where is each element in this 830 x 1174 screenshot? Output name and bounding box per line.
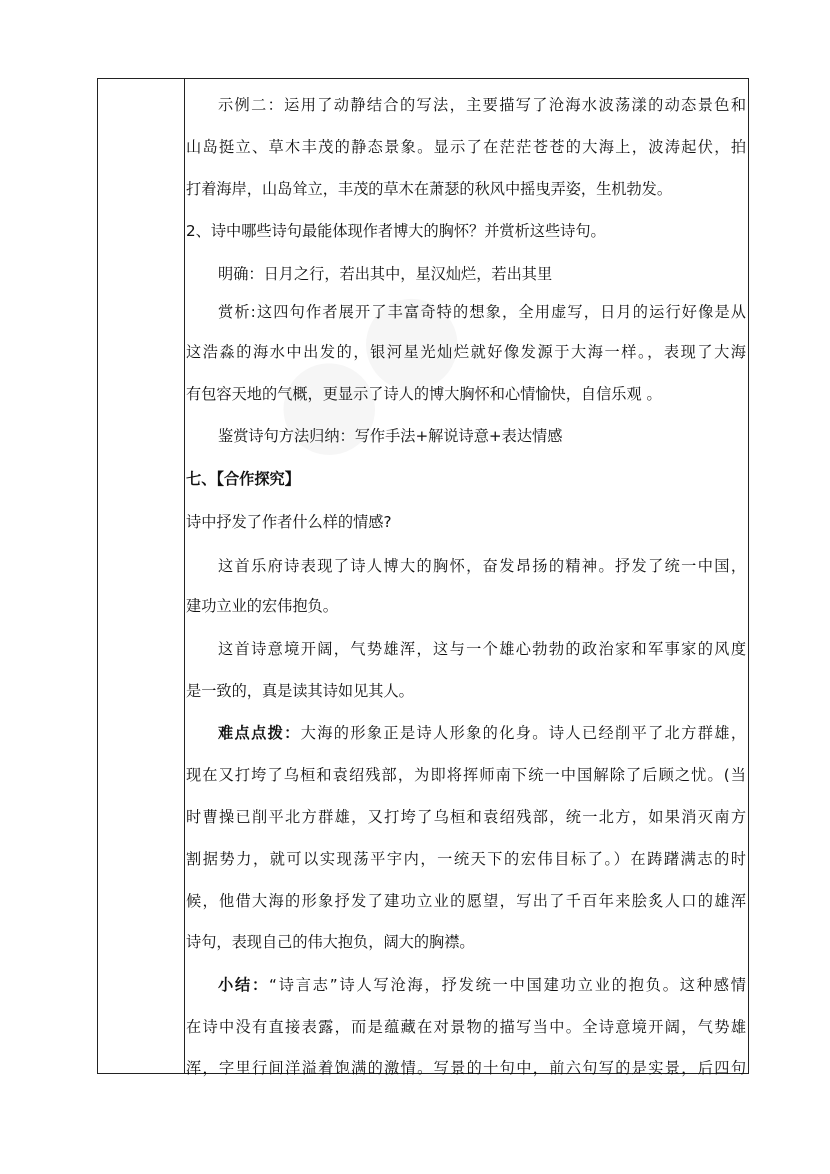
example2-line-2: 山岛挺立、草木丰茂的静态景象。显示了在茫茫苍苍的大海上，波涛起伏，拍	[186, 138, 746, 156]
example2-line-3: 打着海岸，山岛耸立，丰茂的草木在萧瑟的秋风中摇曳弄姿，生机勃发。	[186, 180, 672, 198]
table-column-divider	[184, 78, 185, 1074]
emotion-question: 诗中抒发了作者什么样的情感?	[186, 513, 392, 531]
difficulty-line-1-text: 大海的形象正是诗人形象的化身。诗人已经削平了北方群雄，	[300, 724, 747, 742]
summary-line-3: 浑，字里行间洋溢着饱满的激情。写景的十句中，前六句写的是实景，后四句	[186, 1059, 746, 1077]
difficulty-label: 难点点拨：	[218, 724, 301, 742]
appreciation-line-2: 这浩淼的海水中出发的，银河星光灿烂就好像发源于大海一样。，表现了大海	[186, 343, 746, 361]
summary-line-1-text: “诗言志”诗人写沧海，抒发统一中国建功立业的抱负。这种感情	[269, 976, 746, 994]
appreciation-line-3: 有包容天地的气概，更显示了诗人的博大胸怀和心情愉快，自信乐观 。	[186, 385, 662, 403]
emotion-p2-line-1: 这首诗意境开阔，气势雄浑，这与一个雄心勃勃的政治家和军事家的风度	[218, 640, 746, 658]
summary-line-2: 在诗中没有直接表露，而是蕴藏在对景物的描写当中。全诗意境开阔，气势雄	[186, 1018, 746, 1036]
difficulty-line-5: 候，他借大海的形象抒发了建功立业的愿望，写出了千百年来脍炙人口的雄浑	[186, 892, 746, 910]
summary-line-1	[186, 975, 746, 995]
section-7-heading: 七、【合作探究】	[186, 470, 300, 488]
difficulty-line-6: 诗句，表现自己的伟大抱负，阔大的胸襟。	[186, 933, 475, 951]
answer-line: 明确：日月之行，若出其中，星汉灿烂，若出其里	[218, 265, 553, 283]
difficulty-line-3: 时曹操已削平北方群雄，又打垮了乌桓和袁绍残部，统一北方，如果消灭南方	[186, 808, 746, 826]
emotion-p2-line-2: 是一致的，真是读其诗如见其人。	[186, 682, 414, 700]
example2-line-1: 示例二：运用了动静结合的写法，主要描写了沧海水波荡漾的动态景色和	[218, 96, 746, 114]
method-summary: 鉴赏诗句方法归纳：写作手法+解说诗意+表达情感	[218, 427, 563, 445]
summary-label: 小结：	[218, 976, 270, 994]
appreciation-line-1: 赏析:这四句作者展开了丰富奇特的想象，全用虚写，日月的运行好像是从	[218, 303, 746, 321]
difficulty-line-1	[186, 723, 746, 743]
question-2: 2、诗中哪些诗句最能体现作者博大的胸怀？并赏析这些诗句。	[186, 222, 606, 240]
emotion-p1-line-1: 这首乐府诗表现了诗人博大的胸怀，奋发昂扬的精神。抒发了统一中国，	[218, 557, 746, 575]
difficulty-line-4: 割据势力，就可以实现荡平宇内，一统天下的宏伟目标了。）在踌躇满志的时	[186, 850, 746, 868]
emotion-p1-line-2: 建功立业的宏伟抱负。	[186, 597, 338, 615]
difficulty-line-2: 现在又打垮了乌桓和袁绍残部，为即将挥师南下统一中国解除了后顾之忧。(当	[186, 766, 746, 784]
